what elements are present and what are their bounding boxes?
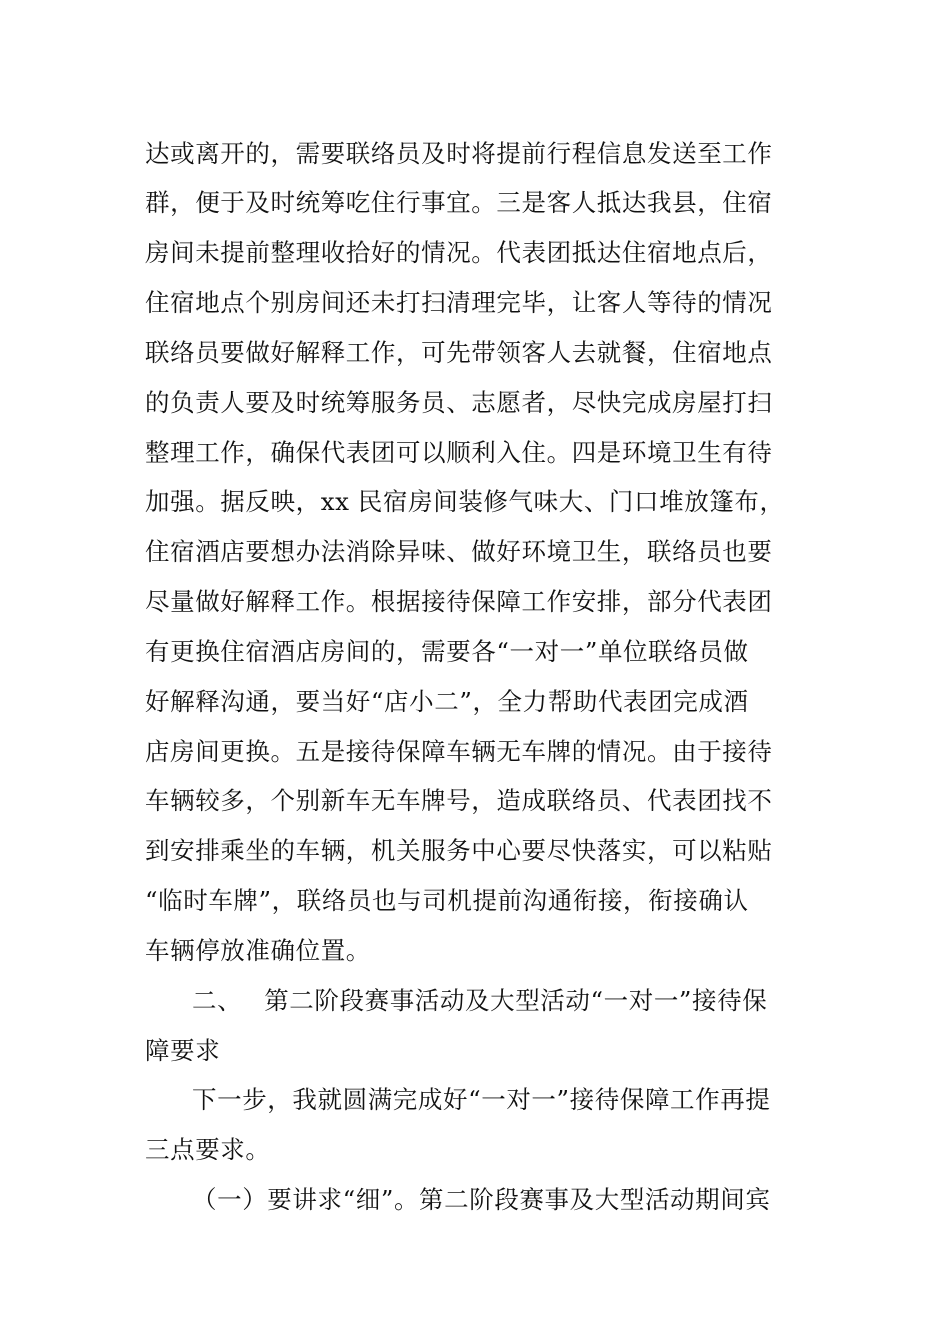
section-heading-continuation: 障要求 [145, 1036, 221, 1065]
body-text-line: 住宿地点个别房间还未打扫清理完毕，让客人等待的情况 [145, 288, 773, 317]
body-text-line: 住宿酒店要想办法消除异味、做好环境卫生，联络员也要 [145, 537, 773, 566]
body-text-line: 下一步，我就圆满完成好“一对一”接待保障工作再提 [192, 1085, 771, 1114]
section-heading [192, 981, 862, 1021]
body-text-line: 尽量做好解释工作。根据接待保障工作安排，部分代表团 [145, 587, 773, 616]
body-text-line: 加强。据反映，xx 民宿房间装修气味大、门口堆放篷布， [145, 487, 785, 516]
body-text-line: 群，便于及时统筹吃住行事宜。三是客人抵达我县，住宿 [145, 188, 773, 217]
section-heading-number: 二、 [192, 986, 243, 1015]
body-text-line: 车辆较多，个别新车无车牌号，造成联络员、代表团找不 [145, 786, 773, 815]
body-text-line: 车辆停放准确位置。 [145, 936, 371, 965]
body-text-line: 整理工作，确保代表团可以顺利入住。四是环境卫生有待 [145, 438, 773, 467]
body-text-line: 到安排乘坐的车辆，机关服务中心要尽快落实，可以粘贴 [145, 836, 773, 865]
body-text-line: “临时车牌”，联络员也与司机提前沟通衔接，衔接确认 [145, 886, 749, 915]
body-text-line: 好解释沟通，要当好“店小二”，全力帮助代表团完成酒 [145, 687, 749, 716]
body-text-line: 三点要求。 [145, 1135, 271, 1164]
body-text-line: 联络员要做好解释工作，可先带领客人去就餐，住宿地点 [145, 338, 773, 367]
body-text-line: 有更换住宿酒店房间的，需要各“一对一”单位联络员做 [145, 637, 749, 666]
subsection-line: （一）要讲求“细”。第二阶段赛事及大型活动期间宾 [192, 1185, 771, 1214]
body-text-line: 的负责人要及时统筹服务员、志愿者，尽快完成房屋打扫 [145, 388, 773, 417]
body-text-line: 店房间更换。五是接待保障车辆无车牌的情况。由于接待 [145, 737, 773, 766]
body-text-line: 房间未提前整理收拾好的情况。代表团抵达住宿地点后， [145, 238, 773, 267]
body-text-line: 达或离开的，需要联络员及时将提前行程信息发送至工作 [145, 139, 773, 168]
section-heading-title: 第二阶段赛事活动及大型活动“一对一”接待保 [264, 986, 768, 1015]
